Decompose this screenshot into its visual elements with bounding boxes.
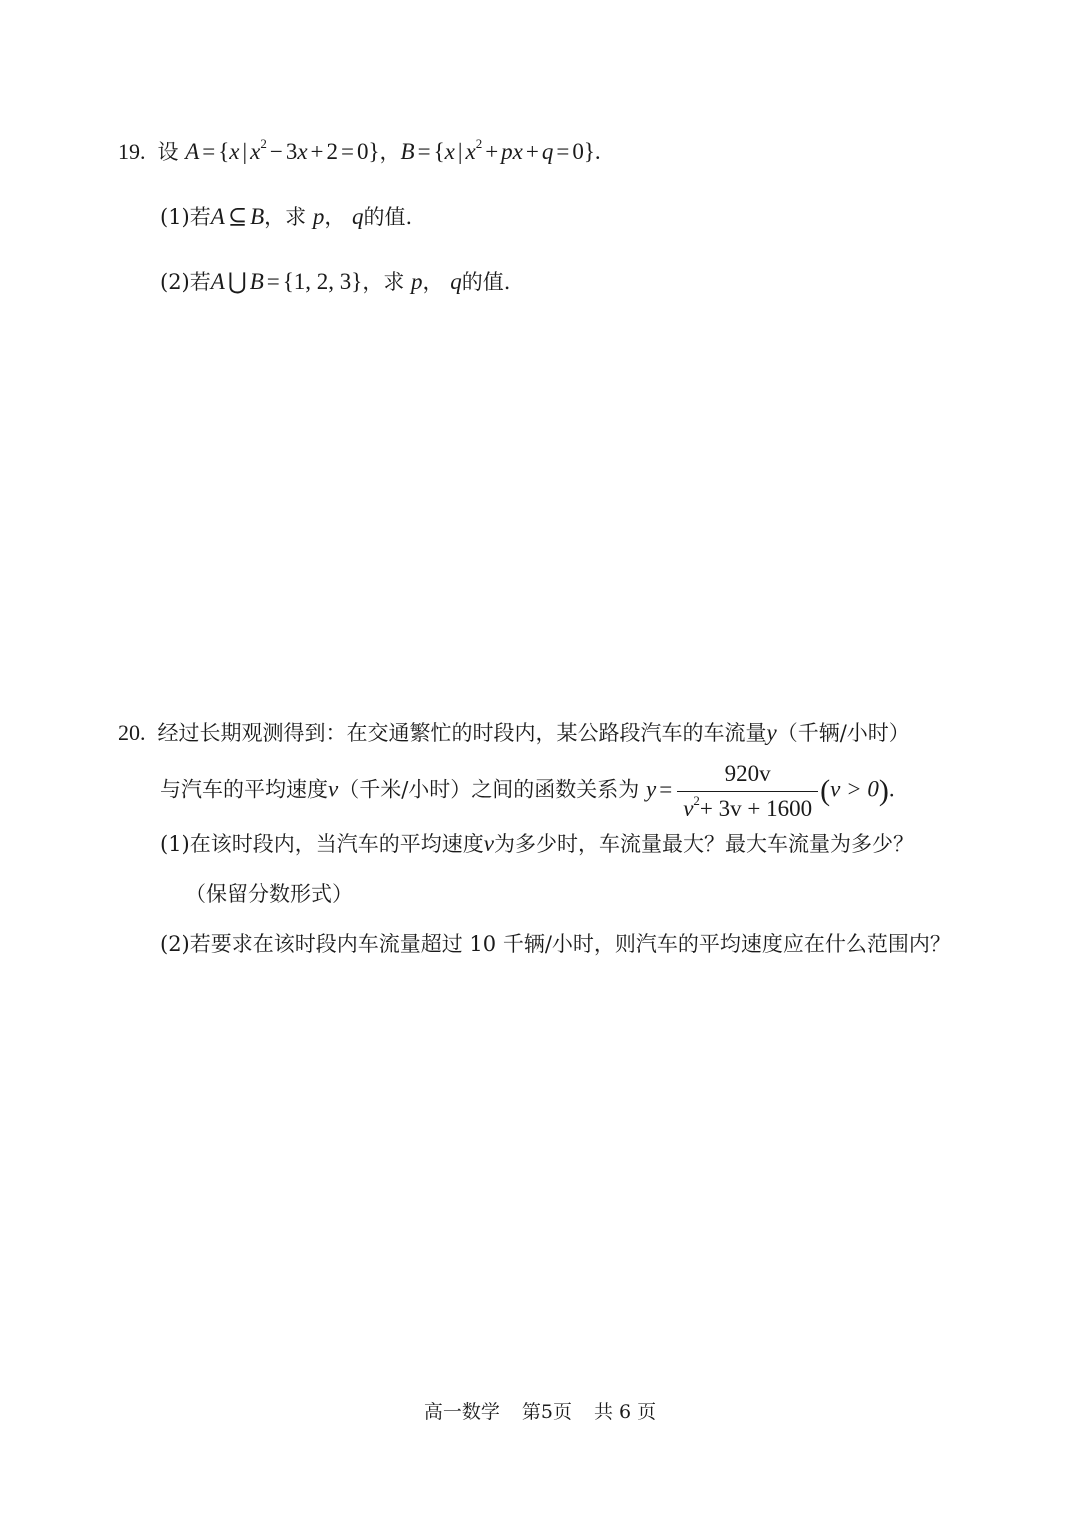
page-footer: [0, 1397, 1080, 1424]
q20-line2: 与汽车的平均速度v（千米/小时）之间的函数关系为 y = $\frac{920v}{v^2+ 3v + 1600}$ (v > 0).: [160, 761, 895, 821]
q20-part2: (2)若要求在该时段内车流量超过 10 千辆/小时，则汽车的平均速度应在什么范围内？: [160, 932, 951, 956]
fraction-denominator: $v^2+ 3v + 1600$: [683, 792, 813, 821]
footer-subject: 高一数学: [423, 1401, 500, 1423]
q19-number: 19.: [118, 139, 146, 164]
footer-page: 第5页: [521, 1401, 572, 1423]
q20-part1-note: （保留分数形式）: [185, 882, 353, 906]
q19-statement: 19. 设 A = {x | $x^2 - 3x + 2 = 0$}，B = {x | $x^2$ + px + q = 0}.: [118, 136, 601, 164]
q20-line1: 20. 经过长期观测得到：在交通繁忙的时段内，某公路段汽车的车流量y（千辆/小时）: [118, 720, 910, 745]
q20-part1: (1)在该时段内，当汽车的平均速度v为多少时，车流量最大？最大车流量为多少？: [160, 831, 914, 856]
q20-number: 20.: [118, 720, 146, 745]
q19-part1: (1)若A ⊆ B，求 p， q的值.: [160, 204, 413, 229]
footer-total: 共 6 页: [594, 1401, 657, 1423]
q19-intro: 设: [157, 140, 179, 164]
fraction-numerator: 920v: [677, 760, 818, 792]
q19-part2: (2)若A ⋃ B = {1, 2, 3}，求 p， q的值.: [160, 269, 511, 294]
speed-flow-fraction: [677, 760, 818, 822]
